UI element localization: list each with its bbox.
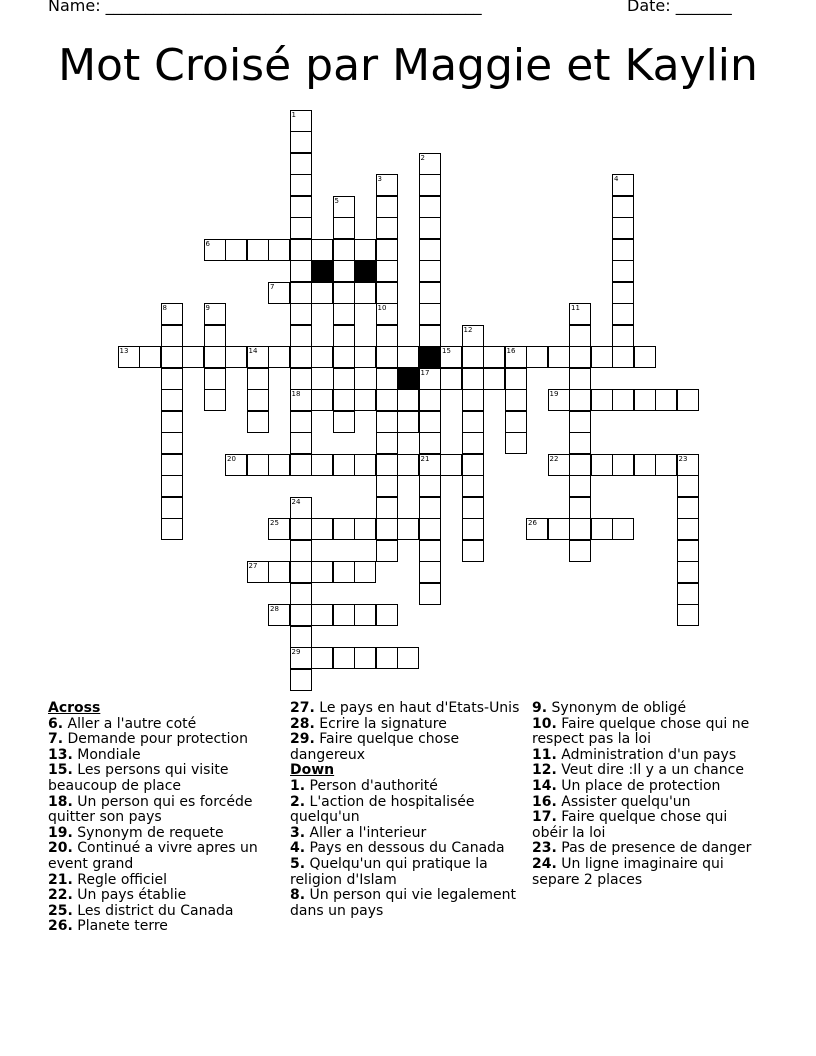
grid-black-cell: [397, 368, 419, 390]
grid-cell[interactable]: [462, 475, 484, 497]
grid-cell[interactable]: [268, 604, 290, 626]
grid-cell[interactable]: [290, 432, 312, 454]
grid-cell[interactable]: [225, 346, 247, 368]
clue-down-16: 16. Assister quelqu'un: [532, 793, 691, 810]
grid-cell[interactable]: [462, 389, 484, 411]
grid-cell[interactable]: [182, 346, 204, 368]
grid-cell[interactable]: [397, 389, 419, 411]
clue-down-9: 9. Synonym de obligé: [532, 700, 687, 716]
grid-cell[interactable]: [333, 604, 355, 626]
grid-cell[interactable]: [419, 389, 441, 411]
grid-cell[interactable]: [677, 497, 699, 519]
grid-cell[interactable]: [419, 475, 441, 497]
grid-cell[interactable]: [290, 497, 312, 519]
grid-cell[interactable]: [483, 346, 505, 368]
grid-cell[interactable]: [612, 282, 634, 304]
grid-cell[interactable]: [677, 518, 699, 540]
grid-cell[interactable]: [333, 411, 355, 433]
cell-number: 11: [571, 304, 580, 312]
grid-cell[interactable]: [268, 518, 290, 540]
grid-cell[interactable]: [419, 153, 441, 175]
grid-cell[interactable]: [419, 432, 441, 454]
cell-number: 19: [549, 390, 559, 398]
grid-cell[interactable]: [397, 411, 419, 433]
grid-black-cell: [419, 346, 441, 368]
grid-cell[interactable]: [376, 647, 398, 669]
grid-cell[interactable]: [268, 561, 290, 583]
grid-cell[interactable]: [247, 389, 269, 411]
grid-cell[interactable]: [354, 346, 376, 368]
grid-cell[interactable]: [268, 346, 290, 368]
grid-cell[interactable]: [290, 583, 312, 605]
grid-cell[interactable]: [225, 454, 247, 476]
grid-cell[interactable]: [397, 647, 419, 669]
grid-cell[interactable]: [225, 239, 247, 261]
clue-down-24: 24. Un ligne imaginaire qui separe 2 places: [532, 855, 724, 888]
grid-cell[interactable]: [290, 368, 312, 390]
grid-cell[interactable]: [569, 518, 591, 540]
grid-cell[interactable]: [548, 518, 570, 540]
grid-cell[interactable]: [655, 389, 677, 411]
grid-cell[interactable]: [483, 368, 505, 390]
grid-cell[interactable]: [612, 518, 634, 540]
grid-cell[interactable]: [569, 475, 591, 497]
grid-cell[interactable]: [311, 454, 333, 476]
grid-cell[interactable]: [290, 411, 312, 433]
clue-across-15: 15. Les persons qui visite beaucoup de place: [48, 762, 229, 794]
cell-number: 25: [270, 519, 279, 527]
grid-cell[interactable]: [333, 196, 355, 218]
grid-cell[interactable]: [419, 540, 441, 562]
clue-across-6: 6. Aller a l'autre coté: [48, 715, 197, 732]
grid-cell[interactable]: [268, 454, 290, 476]
cell-number: 3: [377, 175, 382, 183]
grid-cell[interactable]: [462, 411, 484, 433]
clue-down-8: 8. Un person qui vie legalement dans un pays: [290, 887, 516, 919]
cell-number: 28: [270, 605, 279, 613]
grid-cell[interactable]: [677, 540, 699, 562]
clue-across-20: 20. Continué a vivre apres un event grand: [48, 840, 258, 872]
clue-down-5: 5. Quelqu'un qui pratique la religion d'Islam: [290, 855, 488, 888]
grid-cell[interactable]: [462, 368, 484, 390]
grid-cell[interactable]: [419, 583, 441, 605]
cell-number: 4: [614, 175, 619, 183]
grid-cell[interactable]: [677, 561, 699, 583]
grid-cell[interactable]: [333, 282, 355, 304]
grid-cell[interactable]: [161, 325, 183, 347]
name-field-line: Name: _______________________________________________: [48, 0, 482, 15]
grid-cell[interactable]: [505, 432, 527, 454]
grid-cell[interactable]: [204, 303, 226, 325]
grid-cell[interactable]: [333, 647, 355, 669]
grid-cell[interactable]: [440, 454, 462, 476]
grid-cell[interactable]: [161, 432, 183, 454]
cell-number: 9: [205, 304, 210, 312]
grid-cell[interactable]: [204, 346, 226, 368]
grid-cell[interactable]: [311, 346, 333, 368]
clue-across-7: 7. Demande pour protection: [48, 731, 248, 748]
grid-cell[interactable]: [634, 346, 656, 368]
grid-cell[interactable]: [311, 239, 333, 261]
cell-number: 8: [162, 304, 167, 312]
grid-cell[interactable]: [354, 389, 376, 411]
grid-cell[interactable]: [290, 282, 312, 304]
grid-cell[interactable]: [591, 454, 613, 476]
cell-number: 22: [549, 454, 559, 463]
grid-cell[interactable]: [569, 346, 591, 368]
grid-cell[interactable]: [419, 325, 441, 347]
cell-number: 18: [291, 390, 301, 398]
clue-across-18: 18. Un person qui es forcéde quitter son pays: [48, 793, 253, 826]
cell-number: 2: [420, 153, 425, 162]
grid-cell[interactable]: [505, 346, 527, 368]
cell-number: 26: [528, 519, 537, 527]
grid-black-cell: [311, 260, 333, 282]
clue-across-27: 27. Le pays en haut d'Etats-Unis: [290, 700, 520, 716]
clue-down-14: 14. Un place de protection: [532, 777, 721, 794]
grid-cell[interactable]: [376, 368, 398, 390]
clue-down-11: 11. Administration d'un pays: [532, 746, 737, 763]
grid-cell[interactable]: [569, 389, 591, 411]
grid-cell[interactable]: [462, 325, 484, 347]
down-heading: Down: [290, 762, 335, 779]
grid-cell[interactable]: [376, 239, 398, 261]
cell-number: 24: [291, 497, 301, 506]
grid-cell[interactable]: [505, 389, 527, 411]
grid-cell[interactable]: [333, 389, 355, 411]
grid-cell[interactable]: [311, 647, 333, 669]
grid-cell[interactable]: [612, 346, 634, 368]
grid-cell[interactable]: [677, 604, 699, 626]
cell-number: 21: [420, 454, 430, 463]
grid-cell[interactable]: [634, 454, 656, 476]
grid-cell[interactable]: [462, 518, 484, 540]
grid-cell[interactable]: [419, 260, 441, 282]
grid-cell[interactable]: [612, 217, 634, 239]
grid-cell[interactable]: [354, 454, 376, 476]
date-field-line: Date: _______: [627, 0, 732, 15]
grid-cell[interactable]: [333, 561, 355, 583]
grid-cell[interactable]: [462, 454, 484, 476]
grid-cell[interactable]: [333, 346, 355, 368]
grid-cell[interactable]: [333, 260, 355, 282]
grid-cell[interactable]: [290, 454, 312, 476]
grid-cell[interactable]: [311, 604, 333, 626]
clue-across-25: 25. Les district du Canada: [48, 902, 234, 919]
clue-down-23: 23. Pas de presence de danger: [532, 840, 752, 857]
grid-cell[interactable]: [462, 346, 484, 368]
grid-cell[interactable]: [290, 303, 312, 325]
clue-down-12: 12. Veut dire :Il y a un chance: [532, 762, 744, 779]
clue-across-21: 21. Regle officiel: [48, 871, 168, 888]
grid-cell[interactable]: [333, 325, 355, 347]
grid-cell[interactable]: [290, 131, 312, 153]
grid-cell[interactable]: [569, 540, 591, 562]
grid-cell[interactable]: [376, 282, 398, 304]
grid-cell[interactable]: [311, 389, 333, 411]
grid-cell[interactable]: [397, 454, 419, 476]
grid-cell[interactable]: [290, 389, 312, 411]
grid-cell[interactable]: [612, 196, 634, 218]
grid-cell[interactable]: [526, 518, 548, 540]
grid-cell[interactable]: [612, 174, 634, 196]
grid-cell[interactable]: [204, 325, 226, 347]
grid-cell[interactable]: [569, 454, 591, 476]
grid-cell[interactable]: [677, 454, 699, 476]
clue-across-13: 13. Mondiale: [48, 746, 141, 763]
grid-cell[interactable]: [247, 239, 269, 261]
grid-cell[interactable]: [419, 217, 441, 239]
grid-cell[interactable]: [161, 303, 183, 325]
grid-cell[interactable]: [505, 411, 527, 433]
grid-cell[interactable]: [290, 153, 312, 175]
grid-cell[interactable]: [290, 325, 312, 347]
grid-cell[interactable]: [612, 325, 634, 347]
across-list-part1: [48, 717, 278, 935]
cell-number: 14: [248, 347, 258, 355]
grid-cell[interactable]: [376, 475, 398, 497]
grid-cell[interactable]: [290, 239, 312, 261]
grid-cell[interactable]: [161, 411, 183, 433]
grid-cell[interactable]: [440, 368, 462, 390]
grid-cell[interactable]: [290, 196, 312, 218]
grid-cell[interactable]: [612, 260, 634, 282]
grid-cell[interactable]: [419, 368, 441, 390]
grid-cell[interactable]: [376, 454, 398, 476]
cell-number: 5: [334, 196, 339, 205]
grid-cell[interactable]: [376, 411, 398, 433]
grid-cell[interactable]: [569, 325, 591, 347]
grid-cell[interactable]: [311, 282, 333, 304]
clues-column-2: [290, 701, 520, 919]
grid-cell[interactable]: [333, 368, 355, 390]
grid-cell[interactable]: [569, 411, 591, 433]
grid-cell[interactable]: [354, 518, 376, 540]
grid-cell[interactable]: [548, 454, 570, 476]
grid-cell[interactable]: [612, 454, 634, 476]
grid-cell[interactable]: [161, 346, 183, 368]
grid-cell[interactable]: [591, 389, 613, 411]
grid-cell[interactable]: [376, 303, 398, 325]
grid-cell[interactable]: [161, 389, 183, 411]
grid-cell[interactable]: [440, 346, 462, 368]
cell-number: 27: [248, 562, 258, 570]
grid-cell[interactable]: [290, 647, 312, 669]
grid-cell[interactable]: [290, 518, 312, 540]
grid-cell[interactable]: [526, 346, 548, 368]
clue-across-28: 28. Ecrire la signature: [290, 715, 447, 732]
grid-cell[interactable]: [419, 454, 441, 476]
clue-across-26: 26. Planete terre: [48, 918, 168, 935]
puzzle-title: Mot Croisé par Maggie et Kaylin: [58, 40, 758, 91]
clue-across-29: 29. Faire quelque chose dangereux: [290, 731, 460, 763]
cell-number: 12: [463, 325, 473, 334]
grid-cell[interactable]: [290, 540, 312, 562]
grid-cell[interactable]: [462, 540, 484, 562]
grid-cell[interactable]: [376, 604, 398, 626]
grid-cell[interactable]: [376, 217, 398, 239]
grid-cell[interactable]: [247, 561, 269, 583]
cell-number: 23: [678, 454, 688, 463]
grid-cell[interactable]: [268, 282, 290, 304]
grid-cell[interactable]: [290, 346, 312, 368]
cell-number: 17: [420, 368, 430, 377]
grid-cell[interactable]: [376, 325, 398, 347]
grid-cell[interactable]: [462, 497, 484, 519]
grid-cell[interactable]: [290, 260, 312, 282]
cell-number: 16: [506, 347, 516, 355]
grid-cell[interactable]: [376, 260, 398, 282]
clue-down-1: 1. Person d'authorité: [290, 777, 438, 794]
grid-cell[interactable]: [634, 389, 656, 411]
grid-cell[interactable]: [677, 583, 699, 605]
grid-cell[interactable]: [161, 368, 183, 390]
grid-cell[interactable]: [462, 432, 484, 454]
clues-column-3: [532, 701, 762, 888]
grid-cell[interactable]: [290, 669, 312, 691]
grid-cell[interactable]: [655, 454, 677, 476]
across-heading: Across: [48, 700, 101, 716]
grid-cell[interactable]: [354, 604, 376, 626]
grid-cell[interactable]: [247, 454, 269, 476]
grid-cell[interactable]: [419, 282, 441, 304]
grid-cell[interactable]: [419, 239, 441, 261]
grid-cell[interactable]: [354, 239, 376, 261]
clue-down-2: 2. L'action de hospitalisée quelqu'un: [290, 793, 475, 826]
grid-cell[interactable]: [397, 346, 419, 368]
grid-cell[interactable]: [419, 196, 441, 218]
clue-down-4: 4. Pays en dessous du Canada: [290, 840, 505, 857]
grid-cell[interactable]: [376, 432, 398, 454]
clues-column-1: [48, 701, 278, 935]
grid-cell[interactable]: [677, 475, 699, 497]
cell-number: 7: [270, 282, 275, 291]
grid-cell[interactable]: [333, 217, 355, 239]
clue-down-3: 3. Aller a l'interieur: [290, 824, 427, 841]
grid-cell[interactable]: [419, 174, 441, 196]
grid-cell[interactable]: [290, 217, 312, 239]
grid-cell[interactable]: [247, 346, 269, 368]
grid-cell[interactable]: [311, 518, 333, 540]
cell-number: 1: [291, 110, 296, 119]
cell-number: 15: [442, 347, 451, 355]
grid-cell[interactable]: [548, 389, 570, 411]
grid-cell[interactable]: [161, 454, 183, 476]
grid-cell[interactable]: [397, 518, 419, 540]
grid-cell[interactable]: [268, 239, 290, 261]
grid-cell[interactable]: [333, 239, 355, 261]
grid-cell[interactable]: [677, 389, 699, 411]
grid-cell[interactable]: [376, 518, 398, 540]
cell-number: 29: [291, 648, 301, 656]
grid-cell[interactable]: [311, 561, 333, 583]
grid-cell[interactable]: [333, 454, 355, 476]
cell-number: 20: [227, 454, 236, 463]
grid-cell[interactable]: [204, 239, 226, 261]
grid-cell[interactable]: [333, 303, 355, 325]
clue-down-10: 10. Faire quelque chose qui ne respect pas la loi: [532, 715, 750, 748]
grid-cell[interactable]: [376, 540, 398, 562]
grid-cell[interactable]: [204, 389, 226, 411]
grid-cell[interactable]: [290, 110, 312, 132]
grid-cell[interactable]: [333, 518, 355, 540]
clue-across-22: 22. Un pays établie: [48, 887, 187, 904]
grid-cell[interactable]: [161, 475, 183, 497]
grid-cell[interactable]: [569, 368, 591, 390]
grid-cell[interactable]: [569, 497, 591, 519]
grid-black-cell: [354, 260, 376, 282]
grid-cell[interactable]: [419, 561, 441, 583]
grid-cell[interactable]: [505, 368, 527, 390]
grid-cell[interactable]: [354, 561, 376, 583]
cell-number: 13: [119, 347, 129, 355]
grid-cell[interactable]: [612, 389, 634, 411]
clue-across-19: 19. Synonym de requete: [48, 824, 224, 841]
grid-cell[interactable]: [569, 432, 591, 454]
grid-cell[interactable]: [569, 303, 591, 325]
grid-cell[interactable]: [376, 174, 398, 196]
cell-number: 10: [377, 304, 387, 312]
grid-cell[interactable]: [118, 346, 140, 368]
grid-cell[interactable]: [161, 497, 183, 519]
grid-cell[interactable]: [419, 303, 441, 325]
grid-cell[interactable]: [376, 497, 398, 519]
grid-cell[interactable]: [419, 518, 441, 540]
grid-cell[interactable]: [376, 389, 398, 411]
grid-cell[interactable]: [247, 368, 269, 390]
grid-cell[interactable]: [548, 346, 570, 368]
grid-cell[interactable]: [376, 346, 398, 368]
grid-cell[interactable]: [591, 518, 613, 540]
grid-cell[interactable]: [376, 196, 398, 218]
grid-cell[interactable]: [139, 346, 161, 368]
grid-cell[interactable]: [290, 604, 312, 626]
grid-cell[interactable]: [612, 239, 634, 261]
clue-down-17: 17. Faire quelque chose qui obéir la loi: [532, 809, 728, 841]
grid-cell[interactable]: [591, 346, 613, 368]
grid-cell[interactable]: [354, 282, 376, 304]
cell-number: 6: [205, 239, 210, 248]
grid-cell[interactable]: [161, 518, 183, 540]
grid-cell[interactable]: [290, 561, 312, 583]
grid-cell[interactable]: [290, 174, 312, 196]
grid-cell[interactable]: [612, 303, 634, 325]
grid-cell[interactable]: [204, 368, 226, 390]
grid-cell[interactable]: [247, 411, 269, 433]
grid-cell[interactable]: [419, 497, 441, 519]
grid-cell[interactable]: [419, 411, 441, 433]
grid-cell[interactable]: [354, 647, 376, 669]
grid-cell[interactable]: [290, 626, 312, 648]
